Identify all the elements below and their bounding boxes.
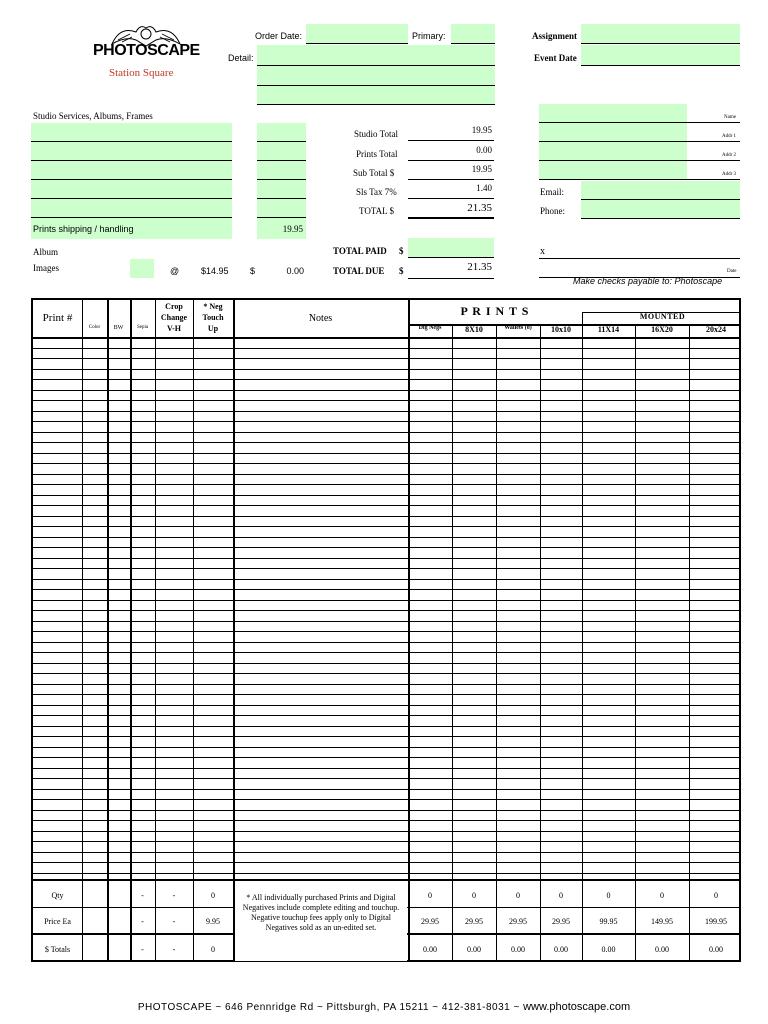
website-link[interactable]: www.photoscape.com: [523, 1001, 631, 1013]
email-field[interactable]: [581, 181, 740, 200]
phone-field[interactable]: [581, 200, 740, 219]
price-touch: 9.95: [206, 917, 220, 926]
size-header-0: Dig Negs: [418, 325, 442, 331]
table-row[interactable]: [33, 421, 739, 422]
print-number-header: Print #: [42, 312, 73, 324]
total-due-currency: $: [399, 266, 404, 276]
detail-field-3[interactable]: [257, 86, 495, 105]
addr3-label: Addr 3: [722, 172, 737, 177]
totals-crop: -: [141, 945, 144, 954]
size-header-3: 10x10: [551, 325, 571, 334]
table-row[interactable]: [33, 831, 739, 832]
footer-address: PHOTOSCAPE ~ 646 Pennridge Rd ~ Pittsburgh, PA 15211 ~ 412-381-8031 ~ www.photoscape.com: [137, 1001, 631, 1013]
table-row[interactable]: [33, 736, 739, 737]
shipping-label: Prints shipping / handling: [33, 224, 134, 234]
table-row[interactable]: [33, 495, 739, 496]
totals-neg: -: [172, 945, 176, 954]
table-row[interactable]: [33, 432, 739, 433]
detail-field-1[interactable]: [257, 45, 495, 66]
size-header-6: 20x24: [706, 325, 726, 334]
primary-label: Primary:: [412, 31, 446, 41]
table-row[interactable]: [33, 516, 739, 517]
price-value-3: 29.95: [552, 917, 570, 926]
images-qty-field[interactable]: [130, 259, 154, 278]
price-value-5: 149.95: [651, 917, 673, 926]
crop-header: Crop Change V-H: [160, 302, 188, 333]
prints-total-value: 0.00: [408, 145, 494, 161]
table-row[interactable]: [33, 537, 739, 538]
table-row[interactable]: [33, 505, 739, 506]
price-each-label: Price Ea: [44, 917, 71, 926]
images-label: Images: [33, 263, 59, 273]
event-date-field[interactable]: [581, 45, 740, 66]
prints-header: P R I N T S: [460, 304, 530, 318]
table-row[interactable]: [33, 768, 739, 769]
table-row[interactable]: [33, 558, 739, 559]
qty-value-6: 0: [714, 891, 718, 900]
qty-value-3: 0: [559, 891, 563, 900]
size-header-1: 8X10: [465, 325, 483, 334]
brand-logo-text: PHOTOSCAPE: [93, 42, 200, 59]
tax-value: 1.40: [408, 183, 494, 199]
mounted-header: MOUNTED: [639, 312, 686, 321]
total-due-label: TOTAL DUE: [333, 266, 385, 276]
table-row[interactable]: [33, 810, 739, 811]
price-neg: -: [172, 917, 176, 926]
album-currency: $: [250, 266, 256, 276]
qty-value-5: 0: [660, 891, 664, 900]
date-label: Date: [727, 269, 737, 274]
qty-crop: -: [141, 891, 144, 900]
addr2-label: Addr 2: [722, 153, 737, 158]
detail-label: Detail:: [228, 53, 254, 63]
signature-line[interactable]: [539, 257, 740, 259]
totals-value-3: 0.00: [554, 945, 568, 954]
album-price: $14.95: [201, 266, 229, 276]
price-value-2: 29.95: [509, 917, 527, 926]
payable-note: Make checks payable to: Photoscape: [573, 276, 723, 286]
qty-touch: 0: [211, 891, 215, 900]
table-row[interactable]: [33, 579, 739, 580]
prints-total-label: Prints Total: [356, 149, 398, 159]
name-label: Name: [724, 115, 736, 120]
order-date-field[interactable]: [306, 24, 408, 44]
table-row[interactable]: [33, 663, 739, 664]
table-row[interactable]: [33, 694, 739, 695]
total-paid-field[interactable]: [408, 238, 494, 258]
totals-value-2: 0.00: [511, 945, 525, 954]
table-row[interactable]: [33, 726, 739, 727]
total-due-value: 21.35: [408, 261, 494, 279]
services-fields[interactable]: [31, 123, 232, 239]
table-row[interactable]: [33, 820, 739, 821]
shipping-amount: 19.95: [282, 224, 303, 234]
tax-label: Sls Tax 7%: [356, 187, 397, 197]
price-value-6: 199.95: [705, 917, 727, 926]
table-row[interactable]: [33, 789, 739, 790]
table-row[interactable]: [33, 474, 739, 475]
total-label: TOTAL $: [359, 206, 395, 216]
notes-header: Notes: [308, 313, 333, 324]
table-row[interactable]: [33, 411, 739, 412]
contact-fields[interactable]: [539, 104, 687, 180]
event-date-label: Event Date: [534, 53, 577, 63]
price-crop: -: [141, 917, 144, 926]
table-row[interactable]: [33, 673, 739, 674]
table-row[interactable]: [33, 568, 739, 569]
totals-value-4: 0.00: [601, 945, 616, 954]
studio-total-value: 19.95: [408, 125, 494, 141]
price-value-0: 29.95: [421, 917, 439, 926]
assignment-label: Assignment: [532, 31, 578, 41]
price-value-4: 99.95: [599, 917, 618, 926]
totals-value-1: 0.00: [467, 945, 481, 954]
email-label: Email:: [540, 187, 564, 197]
table-row[interactable]: [33, 348, 739, 349]
assignment-field[interactable]: [581, 24, 740, 44]
sub-total-value: 19.95: [408, 164, 494, 180]
table-row[interactable]: [33, 547, 739, 548]
table-row[interactable]: [33, 379, 739, 380]
qty-value-2: 0: [516, 891, 520, 900]
bw-header: BW: [113, 325, 124, 331]
phone-label: Phone:: [540, 206, 566, 216]
primary-field[interactable]: [451, 24, 495, 44]
table-row[interactable]: [33, 453, 739, 454]
table-row[interactable]: [33, 358, 739, 359]
table-row[interactable]: [33, 610, 739, 611]
table-row[interactable]: [33, 526, 739, 527]
table-row[interactable]: [33, 369, 739, 370]
table-row[interactable]: [33, 652, 739, 653]
totals-label: $ Totals: [44, 945, 71, 954]
size-header-4: 11X14: [597, 325, 620, 334]
table-row[interactable]: [33, 862, 739, 863]
qty-value-1: 0: [472, 891, 476, 900]
table-row[interactable]: [33, 484, 739, 485]
totals-touch: 0: [211, 945, 215, 954]
price-value-1: 29.95: [465, 917, 483, 926]
table-row[interactable]: [33, 873, 739, 874]
neg-touchup-header: * Neg Touch Up: [202, 302, 224, 333]
size-header-2: Wallets (8): [504, 325, 532, 331]
services-heading: Studio Services, Albums, Frames: [33, 111, 153, 121]
services-amount-fields[interactable]: [257, 123, 306, 239]
table-row[interactable]: [33, 852, 739, 853]
total-paid-label: TOTAL PAID: [333, 246, 387, 256]
table-row[interactable]: [33, 400, 739, 401]
table-row[interactable]: [33, 684, 739, 685]
qty-value-4: 0: [606, 891, 611, 900]
totals-value-6: 0.00: [709, 945, 723, 954]
qty-neg: -: [172, 891, 176, 900]
table-row[interactable]: [33, 841, 739, 842]
table-row[interactable]: [33, 757, 739, 758]
qty-value-0: 0: [428, 891, 432, 900]
total-paid-currency: $: [399, 246, 404, 256]
touchup-note: * All individually purchased Prints and Digital Negatives include complete editing and touchup. Negative touchup fees apply only to Digital Negatives sold as an un-edited set.: [235, 883, 407, 961]
signature-mark: x: [540, 246, 545, 257]
sepia-header: Sepia: [136, 325, 149, 330]
table-row[interactable]: [33, 642, 739, 643]
print-order-table: [31, 298, 741, 962]
table-row[interactable]: [33, 390, 739, 391]
location-subtitle: Station Square: [109, 67, 174, 79]
total-value: 21.35: [408, 202, 494, 219]
album-amount: 0.00: [286, 266, 304, 276]
table-row[interactable]: [33, 799, 739, 800]
table-row[interactable]: [33, 631, 739, 632]
table-row[interactable]: [33, 442, 739, 443]
table-row[interactable]: [33, 715, 739, 716]
album-label: Album: [33, 247, 59, 257]
studio-total-label: Studio Total: [354, 129, 398, 139]
size-header-5: 16X20: [651, 325, 673, 334]
detail-field-2[interactable]: [257, 66, 495, 86]
qty-label: Qty: [51, 891, 64, 900]
totals-value-0: 0.00: [423, 945, 437, 954]
at-symbol: @: [170, 266, 180, 276]
addr1-label: Addr 1: [722, 134, 737, 139]
sub-total-label: Sub Total $: [353, 168, 395, 178]
color-header: Color: [88, 325, 101, 330]
table-row[interactable]: [33, 778, 739, 779]
table-row[interactable]: [33, 600, 739, 601]
table-row[interactable]: [33, 463, 739, 464]
table-row[interactable]: [33, 621, 739, 622]
totals-value-5: 0.00: [655, 945, 669, 954]
table-row[interactable]: [33, 705, 739, 706]
table-row[interactable]: [33, 589, 739, 590]
table-row[interactable]: [33, 747, 739, 748]
order-date-label: Order Date:: [255, 31, 303, 41]
